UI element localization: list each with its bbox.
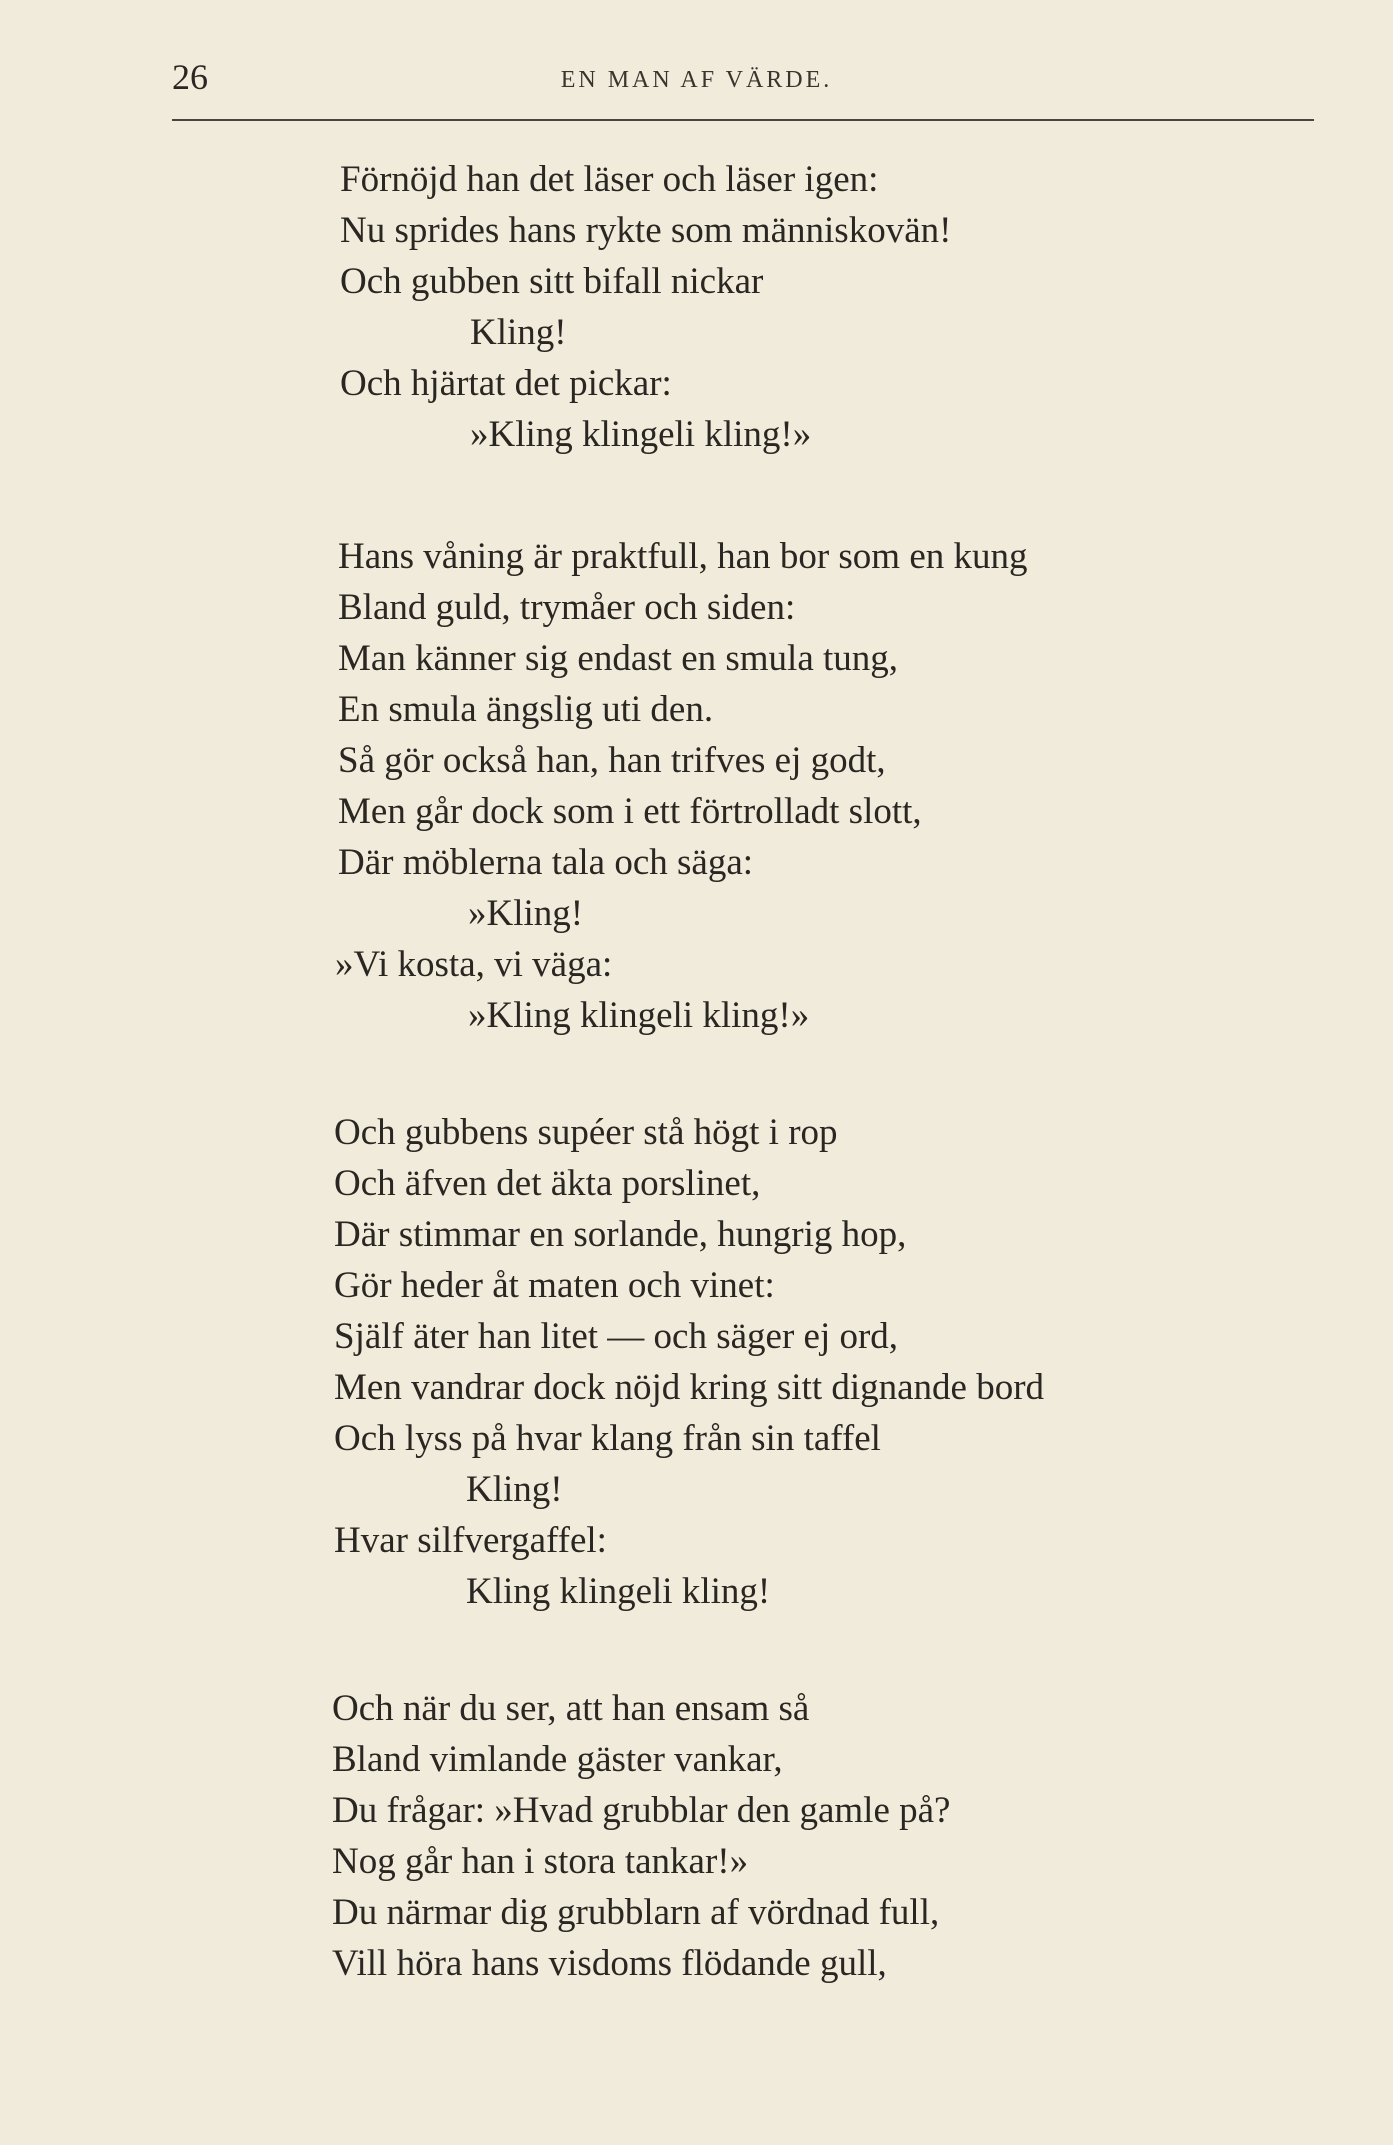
verse-line: Förnöjd han det läser och läser igen: [340, 159, 879, 200]
verse-line: En smula ängslig uti den. [338, 689, 714, 730]
verse-line: Hans våning är praktfull, han bor som en kung [338, 536, 1028, 577]
verse-line: Nog går han i stora tankar!» [332, 1841, 749, 1882]
verse-line: Hvar silfvergaffel: [334, 1520, 607, 1561]
verse-line: Man känner sig endast en smula tung, [338, 638, 899, 679]
verse-line: Du närmar dig grubblarn af vördnad full, [332, 1892, 940, 1933]
verse-line: Och när du ser, att han ensam så [332, 1688, 810, 1729]
verse-line: Bland guld, trymåer och siden: [338, 587, 796, 628]
verse-line: Själf äter han litet — och säger ej ord, [334, 1316, 899, 1357]
verse-line: Och gubben sitt bifall nickar [340, 261, 764, 302]
verse-line: »Vi kosta, vi väga: [335, 944, 613, 985]
verse-line: Men går dock som i ett förtrolladt slott, [338, 791, 922, 832]
verse-line: Du frågar: »Hvad grubblar den gamle på? [332, 1790, 951, 1831]
running-head: EN MAN AF VÄRDE. [560, 67, 833, 93]
verse-line: Där möblerna tala och säga: [338, 842, 754, 883]
verse-line: Kling klingeli kling! [466, 1571, 771, 1612]
verse-line: Kling! [466, 1469, 563, 1510]
verse-line: Och lyss på hvar klang från sin taffel [334, 1418, 881, 1459]
page-number: 26 [172, 57, 208, 97]
verse-line: Där stimmar en sorlande, hungrig hop, [334, 1214, 907, 1255]
verse-line: Nu sprides hans rykte som människovän! [340, 210, 952, 251]
verse-line: Kling! [470, 312, 567, 353]
verse-line: Och äfven det äkta porslinet, [334, 1163, 761, 1204]
verse-line: Men vandrar dock nöjd kring sitt dignande bord [334, 1367, 1045, 1408]
verse-line: »Kling! [468, 893, 584, 934]
verse-line: »Kling klingeli kling!» [468, 995, 810, 1036]
verse-line: Vill höra hans visdoms flödande gull, [332, 1943, 887, 1984]
verse-line: »Kling klingeli kling!» [470, 414, 812, 455]
verse-line: Så gör också han, han trifves ej godt, [338, 740, 886, 781]
verse-line: Gör heder åt maten och vinet: [334, 1265, 775, 1306]
verse-line: Och gubbens supéer stå högt i rop [334, 1112, 838, 1153]
verse-line: Och hjärtat det pickar: [340, 363, 672, 404]
verse-line: Bland vimlande gäster vankar, [332, 1739, 783, 1780]
